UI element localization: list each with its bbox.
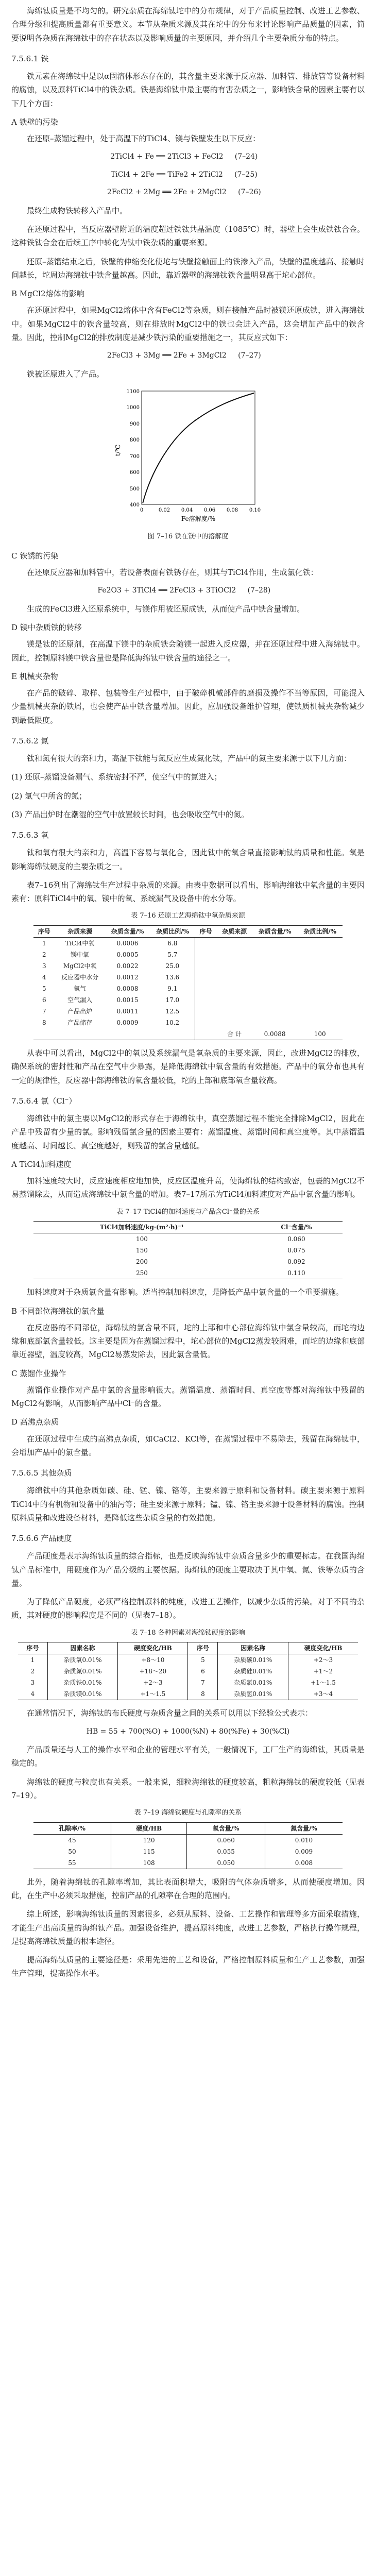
table-row (33, 960, 343, 972)
table-cell: 12.5 (165, 1008, 180, 1015)
table-cell: +1～1.5 (118, 1688, 188, 1700)
table-caption: 表 7–18 各种因素对海绵钛硬度的影响 (131, 1629, 245, 1637)
table-row (33, 1857, 343, 1869)
table-cell: 0.010 (265, 1834, 343, 1846)
paragraph: 提高海绵钛质量的主要途径是：采用先进的工艺和设备，严格控制原料质量和生产工艺参数，加强生产管理，提高操作水平。 (11, 1955, 365, 1978)
paragraph: 表7–16列出了海绵钛生产过程中杂质的来源。由表中数据可以看出，影响海绵钛中氧含量的主要因素有：原料TiCl4中的氧、镁中的氧、系统漏气及设备中的水分等。 (11, 880, 365, 903)
table-cell (105, 1028, 150, 1040)
table-row (33, 1028, 343, 1040)
table-cell (297, 983, 343, 994)
table-cell: 杂质镁0.01% (47, 1688, 118, 1700)
table-cell: 氩气 (74, 985, 87, 992)
subsection-heading: A TiCl4加料速度 (11, 1159, 72, 1169)
x-tick: 0.10 (249, 507, 261, 513)
paragraph: 铁元素在海绵钛中是以α固溶体形态存在的，其含量主要来源于反应器、加料管、排放管等设备材料的腐蚀，以及原料TiCl4中的铁杂质。铁是海绵钛中最主要的有害杂质之一，影响铁含量的因素主要有以下几个方面： (11, 72, 365, 108)
table-header-row (33, 1222, 343, 1233)
table-row (18, 1666, 358, 1677)
table-cell (252, 1006, 298, 1017)
table-cell: 55 (68, 1859, 76, 1867)
table-cell: 杂质氧0.01% (47, 1654, 118, 1666)
table-caption: 表 7–19 海绵钛硬度与孔隙率的关系 (134, 1809, 242, 1817)
table-cell: 产品储存 (67, 1019, 93, 1026)
table-cell: 250 (135, 1269, 148, 1277)
paragraph: 产品质量还与人工的操作水平和企业的管理水平有关，一般情况下，工厂生产的海绵钛，其质量是稳定的。 (11, 1745, 365, 1768)
table-cell (252, 938, 298, 950)
table-cell: 7 (42, 1008, 46, 1015)
y-ticks (127, 389, 140, 508)
table-cell: 0.0009 (116, 1019, 139, 1026)
table-cell: 0.0005 (116, 951, 139, 958)
table-cell (216, 960, 252, 972)
table-header: 因素名称 (47, 1642, 118, 1654)
hardness-factor-table (18, 1642, 358, 1700)
table-header-row (18, 1642, 358, 1654)
table-cell: 50 (68, 1848, 76, 1855)
section-chlorine-heading: 7.5.6.4 氯（Cl⁻） (11, 1096, 77, 1106)
equation: 2FeCl2 + 2Mg ══ 2Fe + 2MgCl2 (7–26) (107, 188, 261, 197)
table-cell: 杂质氯0.01% (218, 1677, 288, 1688)
table-row (33, 1846, 343, 1857)
table-row (33, 1233, 343, 1245)
plot-frame (142, 391, 255, 504)
table-cell: 17.0 (165, 996, 180, 1004)
table-row (18, 1654, 358, 1666)
table-cell (195, 994, 217, 1006)
x-axis-label: Fe溶解度/% (181, 515, 216, 522)
table-cell (297, 938, 343, 950)
table-cell: 0.0011 (116, 1008, 139, 1015)
paragraph: 钛和氮有很大的亲和力，高温下钛能与氮反应生成氮化钛，产品中的氮主要来源于以下几方面： (27, 754, 352, 763)
table-cell (297, 960, 343, 972)
paragraph: 在还原过程中，如果MgCl2熔体中含有FeCl2等杂质，则在接触产品时被镁还原成铁，进入海绵钛中。如果MgCl2中的铁含量较高，则在排放时MgCl2中的铁也会进入产品，这会增加产品中的铁含量。因此，控制MgCl2的排放制度是减少铁污染的重要措施之一，其反应式如下： (11, 306, 365, 342)
table-cell: 4 (42, 974, 46, 981)
paragraph: 为了降低产品硬度，必须严格控制原料的纯度，改进工艺操作，以减少杂质的污染。对于不同的杂质，其对硬度的影响程度是不同的（见表7–18）。 (11, 1597, 365, 1620)
table-cell: 5.7 (167, 951, 178, 958)
table-cell: MgCl2中氧 (63, 962, 97, 970)
table-cell (195, 972, 217, 983)
paragraph: 铁被还原进入了产品。 (27, 369, 105, 379)
table-cell: +1～1.5 (288, 1677, 358, 1688)
table-header: 序号 (26, 1645, 39, 1652)
y-tick: 600 (129, 469, 140, 476)
table-cell: 25.0 (165, 962, 180, 970)
table-cell: 5 (188, 1654, 218, 1666)
table-cell: 8 (42, 1019, 46, 1026)
table-cell: +3～4 (288, 1688, 358, 1700)
table-cell (55, 1028, 105, 1040)
paragraph: 海绵钛中的氯主要以MgCl2的形式存在于海绵钛中，真空蒸馏过程不能完全排除MgCl2，因此在产品中残留有少量的氯。影响残留氯含量的因素主要有：蒸馏温度、蒸馏时间和真空度等。其中蒸馏温度越高、时间越长、真空度越好，则残留的氯含量越低。 (11, 1114, 365, 1150)
table-cell: +2～3 (288, 1654, 358, 1666)
y-axis-label: t/℃ (114, 444, 122, 456)
table-header: 序号 (38, 928, 50, 935)
table-cell: 6 (42, 996, 46, 1004)
table-row (18, 1688, 358, 1700)
table-cell: 杂质铁0.01% (47, 1677, 118, 1688)
table-cell: 150 (135, 1247, 148, 1255)
table-cell: 0.060 (287, 1235, 305, 1243)
paragraph: 钛和氧有很大的亲和力，高温下容易与氧化合，因此钛中的氧含量直接影响钛的质量和性能。氧是影响海绵钛硬度的主要杂质之一。 (11, 848, 365, 871)
table-cell: 200 (135, 1258, 148, 1266)
table-cell: 0.055 (187, 1846, 265, 1857)
table-header: 杂质比例/% (156, 928, 189, 935)
table-cell: 产品出炉 (67, 1008, 93, 1015)
table-cell (195, 1028, 217, 1040)
table-cell: 45 (68, 1836, 76, 1844)
table-row (33, 1017, 343, 1028)
y-tick: 800 (129, 437, 140, 443)
paragraph: 在产品的破碎、取样、包装等生产过程中，由于破碎机械部件的磨损及操作不当等原因，可能混入少量机械夹杂的铁屑，也会使产品中铁含量增加。因此，应加强设备维护管理，使铁质机械夹杂物减少到最低限度。 (11, 688, 365, 725)
table-cell: 杂质氮0.01% (47, 1666, 118, 1677)
y-tick: 900 (129, 421, 140, 427)
table-cell: +18～20 (118, 1666, 188, 1677)
subsection-heading: C 铁锈的污染 (11, 551, 59, 561)
table-row (33, 1006, 343, 1017)
table-cell (216, 1017, 252, 1028)
table-cell (252, 960, 298, 972)
table-header: 杂质来源 (67, 928, 93, 935)
table-row (33, 938, 343, 950)
x-tick: 0.04 (181, 507, 193, 513)
list-item: (1) 还原–蒸馏设备漏气、系统密封不严，使空气中的氮进入； (11, 772, 222, 782)
paragraph: 蒸馏作业操作对产品中氯的含量影响很大。蒸馏温度、蒸馏时间、真空度等都对海绵钛中残留的MgCl2有影响，从而影响产品中Cl⁻的含量。 (11, 1385, 365, 1408)
section-other-heading: 7.5.6.5 其他杂质 (11, 1468, 72, 1478)
subsection-heading: B 不同部位海绵钛的氯含量 (11, 1306, 105, 1316)
table-cell: 0.0022 (116, 962, 139, 970)
equation: 2TiCl4 + Fe ══ 2TiCl3 + FeCl2 (7–24) (110, 152, 258, 161)
table-cell (216, 994, 252, 1006)
table-cell: 杂质硅0.01% (218, 1666, 288, 1677)
table-header: Cl⁻含量/% (281, 1224, 312, 1231)
table-cell: 13.6 (165, 974, 180, 981)
paragraph: 在通常情况下，海绵钛的布氏硬度与杂质含量之间的关系可以用以下经验公式表示： (27, 1708, 313, 1718)
y-tick: 500 (129, 486, 140, 492)
subsection-heading: A 铁壁的污染 (11, 117, 58, 127)
table-header-row (33, 1822, 343, 1834)
table-cell (195, 949, 217, 960)
table-cell (297, 972, 343, 983)
subsection-heading: D 镁中杂质铁的转移 (11, 623, 82, 632)
table-header: 因素名称 (218, 1642, 288, 1654)
paragraph: 在还原过程中生成的高沸点杂质，如CaCl2、KCl等，在蒸馏过程中不易除去，残留在海绵钛中，会增加产品中的氯含量。 (11, 1434, 365, 1457)
table-cell: 3 (30, 1679, 35, 1687)
table-cell (195, 1017, 217, 1028)
table-cell (150, 1028, 195, 1040)
table-cell (216, 983, 252, 994)
table-cell: 100 (314, 1030, 326, 1038)
table-header: TiCl4加料速度/kg·(m²·h)⁻¹ (99, 1224, 184, 1231)
table-header: 硬度变化/HB (118, 1642, 188, 1654)
paragraph: 从表中可以看出，MgCl2中的氧以及系统漏气是氧杂质的主要来源，因此，改进MgCl2的排放，确保系统的密封性和产品在空气中少暴露，是降低海绵钛中氧含量的有效措施。产品中的氧分布也具有一定的规律性，反应器中部海绵钛的氧含量较低，坨的上部和底部氧含量较高。 (11, 1048, 365, 1085)
equation: 2FeCl3 + 3Mg ══ 2Fe + 3MgCl2 (7–27) (107, 351, 261, 360)
table-row (33, 1834, 343, 1846)
table-cell: 0.0006 (116, 940, 139, 947)
table-header: 氮含量/% (265, 1822, 343, 1834)
figure-caption: 图 7–16 铁在镁中的溶解度 (147, 533, 229, 540)
table-caption: 表 7–17 TiCl4的加料速度与产品含Cl⁻量的关系 (116, 1208, 260, 1216)
table-cell: 0.110 (287, 1269, 305, 1277)
table-cell: 杂质碳0.01% (218, 1654, 288, 1666)
table-cell (195, 960, 217, 972)
table-cell (216, 972, 252, 983)
table-cell: 0.0012 (116, 974, 139, 981)
paragraph: 最终生成物铁转移入产品中。 (27, 206, 128, 215)
y-tick: 700 (129, 453, 140, 460)
paragraph: 海绵钛中的其他杂质如碳、硅、锰、镍、铬等，主要来源于原料和设备材料。碳主要来源于原料TiCl4中的有机物和设备中的油污等；硅主要来源于原料；锰、镍、铬主要来源于设备材料的腐蚀。控制原料质量和改进设备材料，是降低这些杂质含量的有效措施。 (11, 1486, 365, 1522)
section-hardness-heading: 7.5.6.6 产品硬度 (11, 1534, 72, 1543)
table-header: 序号 (188, 1642, 218, 1654)
x-tick: 0.06 (203, 507, 216, 513)
porosity-table (33, 1822, 343, 1869)
x-tick: 0.08 (226, 507, 238, 513)
table-row (33, 1256, 343, 1267)
table-cell: 0.092 (287, 1258, 305, 1266)
table-cell: 0.0015 (116, 996, 139, 1004)
table-caption: 表 7–16 还原工艺海绵钛中氧杂质来源 (131, 912, 245, 920)
section-iron-heading: 7.5.6.1 铁 (11, 54, 49, 63)
table-cell (216, 1006, 252, 1017)
table-cell (297, 994, 343, 1006)
table-cell (252, 972, 298, 983)
table-row (33, 972, 343, 983)
table-header: 杂质比例/% (303, 928, 337, 935)
paragraph: 还原–蒸馏结束之后，铁壁的伸缩变化使坨与铁壁接触面上的铁渗入产品，铁壁的温度越高、接触时间越长，坨周边海绵钛中铁含量越高。因此，靠近器壁的海绵钛铁含量明显高于坨心部位。 (11, 257, 365, 280)
table-cell: 6.8 (167, 940, 178, 947)
table-cell: 10.2 (165, 1019, 180, 1026)
section-oxygen-heading: 7.5.6.3 氧 (11, 831, 49, 840)
table-cell (195, 938, 217, 950)
table-cell: TiCl4中氧 (65, 940, 95, 947)
table-cell: +1～2 (288, 1666, 358, 1677)
table-cell (195, 983, 217, 994)
table-cell (297, 1006, 343, 1017)
table-cell: 115 (111, 1846, 187, 1857)
y-tick: 1000 (126, 404, 140, 411)
table-cell (252, 994, 298, 1006)
table-cell (33, 1028, 55, 1040)
paragraph: 在还原过程中，当反应器壁附近的温度超过铁钛共晶温度（1085℃）时，器壁上会生成铁钛合金。这种铁钛合金在后续工序中转化为钛中铁杂质的重要来源。 (11, 225, 365, 248)
table-cell: 杂质氢0.01% (218, 1688, 288, 1700)
subsection-heading: E 机械夹杂物 (11, 671, 58, 681)
paragraph: 在反应器的不同部位，海绵钛的氯含量不同，坨的上部和中心部位海绵钛中氯含量较高，而坨的边缘和底部氯含量较低。这主要是因为在蒸馏过程中，坨心部位的MgCl2蒸发较困难，而坨的边缘和底部靠近器壁，温度较高，MgCl2易蒸发除去，因此氯含量低。 (11, 1323, 365, 1360)
paragraph: 在还原反应器和加料管中，若设备表面有铁锈存在，则其与TiCl4作用，生成氯化铁： (27, 568, 318, 577)
table-cell: 1 (42, 940, 46, 947)
paragraph: 产品硬度是表示海绵钛质量的综合指标，也是反映海绵钛中杂质含量多少的重要标志。在我国海绵钛产品标准中，用硬度作为产品分级的主要依据。海绵钛的硬度主要取决于其中氧、氮、铁等杂质的含量。 (11, 1551, 365, 1588)
y-tick: 1100 (126, 388, 140, 395)
table-row (33, 983, 343, 994)
paragraph: 综上所述，影响海绵钛质量的因素很多，必须从原料、设备、工艺操作和管理等多方面采取措施，才能生产出高质量的海绵钛产品。加强设备维护，提高原料纯度，改进工艺参数，严格执行操作规程，是提高海绵钛质量的根本途径。 (11, 1909, 365, 1946)
paragraph: 此外，随着海绵钛的孔隙率增加，其比表面积增大，吸附的气体杂质增多，从而使硬度增加。因此，在生产中必须采取措施，控制产品的孔隙率在合理的范围内。 (11, 1877, 365, 1900)
table-cell (252, 949, 298, 960)
x-tick: 0 (140, 507, 144, 513)
table-header: 杂质含量/% (111, 928, 144, 935)
table-cell (216, 938, 252, 950)
table-header: 杂质来源 (222, 928, 247, 935)
table-header-row (33, 926, 343, 938)
table-cell: 0.0088 (264, 1030, 286, 1038)
subsection-heading: B MgCl2熔体的影响 (11, 289, 84, 298)
table-cell: 反应器中水分 (61, 974, 99, 981)
y-tick: 400 (129, 502, 140, 508)
list-item: (3) 产品出炉时在潮湿的空气中放置较长时间，也会吸收空气中的氮。 (11, 809, 249, 819)
table-cell: 0.008 (265, 1857, 343, 1869)
table-header: 杂质含量/% (258, 928, 292, 935)
table-cell: 120 (111, 1834, 187, 1846)
figure-iron-solubility (11, 386, 365, 543)
paragraph: 在还原–蒸馏过程中，处于高温下的TiCl4、镁与铁壁发生以下反应： (27, 134, 261, 143)
intro-paragraph: 海绵钛质量是不均匀的。研究杂质在海绵钛坨中的分布规律，对于产品质量控制、改进工艺参数、合理分级和提高质量都有重要意义。本节从杂质来源及其在坨中的分布来讨论影响产品质量的因素，简要说明各杂质在海绵钛中的存在状态以及影响质量的主要原因，并介绍几个主要杂质分布的特点。 (11, 6, 365, 43)
table-cell: 1 (30, 1656, 35, 1664)
table-row (33, 1267, 343, 1279)
table-cell: 7 (188, 1677, 218, 1688)
table-header: 硬度/HB (111, 1822, 187, 1834)
table-cell (297, 949, 343, 960)
table-cell: 2 (42, 951, 46, 958)
paragraph: 加料速度对于杂质氯含量有影响。适当控制加料速度，是降低产品中氯含量的一个重要措施。 (27, 1287, 344, 1297)
table-header: 硬度变化/HB (288, 1642, 358, 1654)
table-row (18, 1677, 358, 1688)
table-header: 序号 (199, 928, 212, 935)
table-cell (252, 983, 298, 994)
table-cell: 108 (111, 1857, 187, 1869)
table-cell: 空气漏入 (67, 996, 93, 1004)
subsection-heading: D 高沸点杂质 (11, 1417, 59, 1427)
table-cell: 0.075 (287, 1247, 305, 1255)
table-cell: 0.009 (265, 1846, 343, 1857)
solubility-curve (143, 393, 254, 503)
x-tick: 0.02 (158, 507, 170, 513)
solubility-chart (111, 386, 265, 525)
hardness-formula: HB = 55 + 700(%O) + 1000(%N) + 80(%Fe) + 30(%Cl) (86, 1727, 290, 1736)
paragraph: 生成的FeCl3进入还原系统中，与镁作用被还原成铁，从而使产品中铁含量增加。 (27, 604, 305, 614)
table-header: 孔隙率/% (59, 1824, 86, 1832)
list-item: (2) 氩气中所含的氮； (11, 791, 87, 801)
table-cell: 4 (30, 1690, 35, 1698)
table-header: 氧含量/% (187, 1822, 265, 1834)
equation: TiCl4 + 2Fe ══ TiFe2 + 2TiCl2 (7–25) (110, 170, 258, 179)
table-cell: 9.1 (167, 985, 178, 992)
table-cell: +2～3 (118, 1677, 188, 1688)
table-cell: 2 (30, 1668, 35, 1675)
subsection-heading: C 蒸馏作业操作 (11, 1368, 66, 1378)
table-cell: 100 (135, 1235, 148, 1243)
paragraph: 海绵钛的硬度与粒度也有关系。一般来说，细粒海绵钛的硬度较高，粗粒海绵钛的硬度较低（见表7–19）。 (11, 1777, 365, 1800)
table-row (33, 1245, 343, 1256)
paragraph: 镁是钛的还原剂，在高温下镁中的杂质铁会随镁一起进入反应器，并在还原过程中进入海绵钛中。因此，控制原料镁中铁含量也是降低海绵钛中铁含量的途径之一。 (11, 639, 365, 663)
table-cell (252, 1017, 298, 1028)
table-row (33, 994, 343, 1006)
table-cell (297, 1017, 343, 1028)
section-nitrogen-heading: 7.5.6.2 氮 (11, 736, 49, 745)
oxygen-source-table (33, 925, 343, 1040)
equation: Fe2O3 + 3TiCl4 ══ 2FeCl3 + 3TiOCl2 (7–28) (97, 586, 271, 595)
table-cell (216, 949, 252, 960)
x-ticks (140, 507, 261, 513)
table-cell: 5 (42, 985, 46, 992)
table-cell: 6 (188, 1666, 218, 1677)
table-cell: 0.0008 (116, 985, 139, 992)
paragraph: 加料速度较大时，反应速度相应地加快，反应区温度升高，使海绵钛的结构致密，包裹的MgCl2不易蒸馏除去，从而造成海绵钛中氯含量的增加。表7–17所示为TiCl4加料速度对产品中氯含量的影响。 (11, 1176, 365, 1199)
table-cell: 镁中氧 (71, 951, 90, 958)
table-cell: 合 计 (227, 1030, 242, 1038)
table-cell: 8 (188, 1688, 218, 1700)
table-cell: 0.050 (187, 1857, 265, 1869)
table-row (33, 949, 343, 960)
table-cell: +8～10 (118, 1654, 188, 1666)
table-cell: 3 (42, 962, 46, 970)
table-cell: 0.060 (187, 1834, 265, 1846)
table-cell (195, 1006, 217, 1017)
feed-rate-table (33, 1221, 343, 1279)
